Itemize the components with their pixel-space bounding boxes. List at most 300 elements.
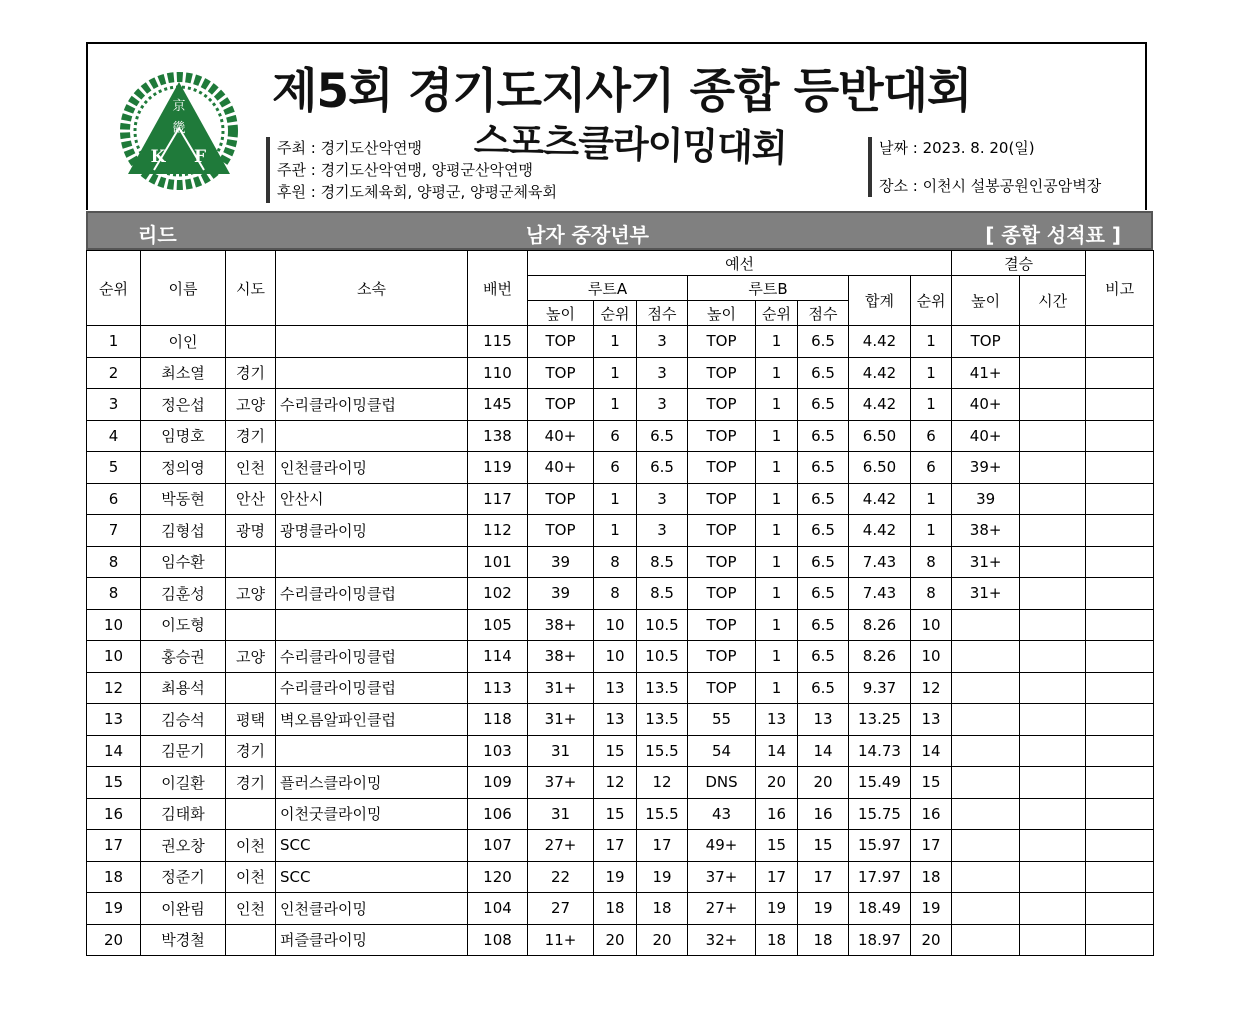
cell-bib: 118: [468, 704, 528, 736]
col-final-time: 시간: [1020, 276, 1086, 326]
cell-region: [226, 546, 276, 578]
cell-a-rank: 20: [594, 924, 637, 956]
cell-total: 8.26: [849, 609, 911, 641]
cell-total: 15.75: [849, 798, 911, 830]
cell-name: 박동현: [141, 483, 226, 515]
cell-region: [226, 609, 276, 641]
category-label: 남자 중장년부: [526, 223, 649, 247]
cell-a-points: 17: [637, 830, 688, 862]
cell-qual-rank: 1: [911, 483, 952, 515]
cell-qual-rank: 13: [911, 704, 952, 736]
cell-a-height: 39: [528, 578, 594, 610]
cell-b-height: TOP: [688, 546, 756, 578]
cell-final-time: [1020, 578, 1086, 610]
cell-b-height: 49+: [688, 830, 756, 862]
cell-final-time: [1020, 672, 1086, 704]
cell-final-time: [1020, 609, 1086, 641]
cell-name: 임명호: [141, 420, 226, 452]
cell-b-points: 6.5: [798, 389, 849, 421]
cell-final-height: [952, 798, 1020, 830]
cell-a-height: TOP: [528, 389, 594, 421]
cell-final-height: [952, 830, 1020, 862]
cell-total: 18.97: [849, 924, 911, 956]
cell-rank: 4: [87, 420, 141, 452]
table-row: [87, 767, 1154, 799]
cell-b-rank: 15: [756, 830, 798, 862]
col-b-rank: 순위: [756, 301, 798, 326]
cell-total: 18.49: [849, 893, 911, 925]
cell-b-height: TOP: [688, 389, 756, 421]
table-row: [87, 861, 1154, 893]
cell-bib: 119: [468, 452, 528, 484]
cell-bib: 138: [468, 420, 528, 452]
cell-a-rank: 8: [594, 546, 637, 578]
cell-rank: 13: [87, 704, 141, 736]
results-body: [87, 326, 1154, 956]
cell-a-points: 18: [637, 893, 688, 925]
cell-total: 15.49: [849, 767, 911, 799]
cell-a-height: 39: [528, 546, 594, 578]
cell-qual-rank: 16: [911, 798, 952, 830]
cell-bib: 120: [468, 861, 528, 893]
cell-region: [226, 672, 276, 704]
cell-a-points: 6.5: [637, 420, 688, 452]
cell-total: 4.42: [849, 326, 911, 358]
cell-final-time: [1020, 704, 1086, 736]
cell-a-rank: 10: [594, 609, 637, 641]
table-row: [87, 893, 1154, 925]
cell-bib: 112: [468, 515, 528, 547]
col-region: 시도: [226, 251, 276, 326]
cell-a-rank: 1: [594, 357, 637, 389]
cell-a-height: 38+: [528, 609, 594, 641]
cell-final-time: [1020, 641, 1086, 673]
cell-b-height: TOP: [688, 483, 756, 515]
cell-name: 최소열: [141, 357, 226, 389]
cell-final-height: 39: [952, 483, 1020, 515]
cell-b-height: TOP: [688, 357, 756, 389]
cell-affiliation: 수리클라이밍클럽: [276, 641, 468, 673]
cell-b-points: 20: [798, 767, 849, 799]
cell-qual-rank: 8: [911, 578, 952, 610]
table-row: [87, 357, 1154, 389]
cell-b-points: 6.5: [798, 483, 849, 515]
cell-b-points: 6.5: [798, 609, 849, 641]
cell-remarks: [1086, 798, 1154, 830]
cell-final-height: 41+: [952, 357, 1020, 389]
cell-remarks: [1086, 735, 1154, 767]
table-row: [87, 798, 1154, 830]
table-row: [87, 704, 1154, 736]
cell-remarks: [1086, 641, 1154, 673]
cell-bib: 115: [468, 326, 528, 358]
cell-b-points: 14: [798, 735, 849, 767]
col-affiliation: 소속: [276, 251, 468, 326]
cell-qual-rank: 1: [911, 357, 952, 389]
table-row: [87, 924, 1154, 956]
cell-qual-rank: 1: [911, 515, 952, 547]
cell-a-height: TOP: [528, 326, 594, 358]
cell-qual-rank: 20: [911, 924, 952, 956]
cell-remarks: [1086, 483, 1154, 515]
cell-region: [226, 326, 276, 358]
cell-remarks: [1086, 326, 1154, 358]
cell-name: 홍승권: [141, 641, 226, 673]
cell-bib: 110: [468, 357, 528, 389]
cell-bib: 106: [468, 798, 528, 830]
cell-remarks: [1086, 389, 1154, 421]
cell-final-time: [1020, 830, 1086, 862]
table-row: [87, 735, 1154, 767]
cell-a-rank: 6: [594, 420, 637, 452]
cell-b-points: 6.5: [798, 515, 849, 547]
cell-b-height: TOP: [688, 672, 756, 704]
cell-final-height: [952, 767, 1020, 799]
cell-bib: 113: [468, 672, 528, 704]
cell-b-rank: 1: [756, 578, 798, 610]
event-header: [86, 42, 1147, 210]
cell-final-time: [1020, 389, 1086, 421]
cell-final-time: [1020, 357, 1086, 389]
cell-remarks: [1086, 609, 1154, 641]
cell-total: 14.73: [849, 735, 911, 767]
col-final-height: 높이: [952, 276, 1020, 326]
cell-b-height: TOP: [688, 420, 756, 452]
cell-bib: 101: [468, 546, 528, 578]
cell-a-rank: 19: [594, 861, 637, 893]
cell-rank: 3: [87, 389, 141, 421]
cell-qual-rank: 12: [911, 672, 952, 704]
cell-bib: 109: [468, 767, 528, 799]
cell-affiliation: 플러스클라이밍: [276, 767, 468, 799]
cell-b-rank: 1: [756, 389, 798, 421]
cell-b-points: 17: [798, 861, 849, 893]
cell-total: 6.50: [849, 452, 911, 484]
cell-bib: 117: [468, 483, 528, 515]
cell-b-points: 13: [798, 704, 849, 736]
cell-affiliation: [276, 546, 468, 578]
cell-bib: 114: [468, 641, 528, 673]
cell-rank: 17: [87, 830, 141, 862]
cell-affiliation: [276, 357, 468, 389]
cell-a-height: 31+: [528, 704, 594, 736]
cell-remarks: [1086, 546, 1154, 578]
cell-affiliation: 벽오름알파인클럽: [276, 704, 468, 736]
cell-region: [226, 924, 276, 956]
cell-a-height: 38+: [528, 641, 594, 673]
cell-name: 이도형: [141, 609, 226, 641]
cell-bib: 104: [468, 893, 528, 925]
cell-qual-rank: 6: [911, 452, 952, 484]
cell-affiliation: [276, 735, 468, 767]
cell-affiliation: 이천굿클라이밍: [276, 798, 468, 830]
cell-affiliation: 퍼즐클라이밍: [276, 924, 468, 956]
cell-a-points: 19: [637, 861, 688, 893]
col-qual-rank: 순위: [911, 276, 952, 326]
cell-a-rank: 15: [594, 735, 637, 767]
cell-a-rank: 1: [594, 515, 637, 547]
cell-final-time: [1020, 893, 1086, 925]
cell-b-height: TOP: [688, 609, 756, 641]
results-table: [86, 250, 1154, 956]
cell-b-points: 18: [798, 924, 849, 956]
cell-final-time: [1020, 924, 1086, 956]
cell-a-height: 31+: [528, 672, 594, 704]
federation-logo: [118, 70, 240, 192]
cell-total: 4.42: [849, 357, 911, 389]
cell-b-rank: 1: [756, 515, 798, 547]
cell-total: 8.26: [849, 641, 911, 673]
cell-name: 이길환: [141, 767, 226, 799]
cell-region: 고양: [226, 578, 276, 610]
table-row: [87, 672, 1154, 704]
host-line: 주관 : 경기도산악연맹, 양평군산악연맹: [277, 161, 533, 179]
date-line: 날짜 : 2023. 8. 20(일): [879, 139, 1035, 157]
cell-qual-rank: 1: [911, 389, 952, 421]
cell-b-height: TOP: [688, 326, 756, 358]
cell-remarks: [1086, 578, 1154, 610]
cell-b-points: 6.5: [798, 578, 849, 610]
table-row: [87, 389, 1154, 421]
cell-b-height: 32+: [688, 924, 756, 956]
cell-affiliation: [276, 326, 468, 358]
cell-a-points: 13.5: [637, 704, 688, 736]
cell-a-height: 27: [528, 893, 594, 925]
cell-b-height: 54: [688, 735, 756, 767]
cell-bib: 107: [468, 830, 528, 862]
cell-name: 정준기: [141, 861, 226, 893]
event-info-block: [868, 137, 1101, 197]
cell-a-points: 10.5: [637, 609, 688, 641]
col-route-a: 루트A: [528, 276, 688, 301]
cell-a-rank: 15: [594, 798, 637, 830]
col-route-b: 루트B: [688, 276, 849, 301]
results-header: [87, 251, 1154, 326]
sponsor-line: 후원 : 경기도체육회, 양평군, 양평군체육회: [277, 183, 557, 201]
cell-a-height: 22: [528, 861, 594, 893]
cell-region: [226, 798, 276, 830]
cell-final-time: [1020, 420, 1086, 452]
cell-a-points: 8.5: [637, 578, 688, 610]
cell-region: 인천: [226, 452, 276, 484]
cell-a-points: 12: [637, 767, 688, 799]
cell-bib: 105: [468, 609, 528, 641]
cell-name: 김형섭: [141, 515, 226, 547]
table-row: [87, 515, 1154, 547]
cell-a-points: 3: [637, 389, 688, 421]
cell-remarks: [1086, 420, 1154, 452]
table-row: [87, 830, 1154, 862]
cell-final-height: [952, 924, 1020, 956]
cell-b-points: 15: [798, 830, 849, 862]
cell-b-height: TOP: [688, 578, 756, 610]
cell-final-height: 39+: [952, 452, 1020, 484]
cell-remarks: [1086, 357, 1154, 389]
cell-name: 임수환: [141, 546, 226, 578]
cell-affiliation: SCC: [276, 830, 468, 862]
cell-bib: 145: [468, 389, 528, 421]
table-row: [87, 641, 1154, 673]
cell-remarks: [1086, 767, 1154, 799]
cell-rank: 1: [87, 326, 141, 358]
cell-a-rank: 18: [594, 893, 637, 925]
cell-qual-rank: 15: [911, 767, 952, 799]
col-rank: 순위: [87, 251, 141, 326]
cell-b-rank: 1: [756, 452, 798, 484]
cell-b-rank: 1: [756, 483, 798, 515]
cell-name: 김태화: [141, 798, 226, 830]
organizer-line: 주최 : 경기도산악연맹: [277, 139, 423, 157]
cell-a-points: 8.5: [637, 546, 688, 578]
cell-final-height: [952, 704, 1020, 736]
cell-a-points: 6.5: [637, 452, 688, 484]
cell-rank: 6: [87, 483, 141, 515]
cell-b-rank: 1: [756, 546, 798, 578]
col-final: 결승: [952, 251, 1086, 276]
cell-final-time: [1020, 452, 1086, 484]
cell-total: 7.43: [849, 578, 911, 610]
cell-total: 7.43: [849, 546, 911, 578]
cell-bib: 102: [468, 578, 528, 610]
cell-b-rank: 17: [756, 861, 798, 893]
logo-letter-f: F: [193, 147, 207, 167]
cell-final-height: 31+: [952, 578, 1020, 610]
cell-name: 박경철: [141, 924, 226, 956]
cell-affiliation: 안산시: [276, 483, 468, 515]
cell-final-time: [1020, 767, 1086, 799]
cell-b-rank: 16: [756, 798, 798, 830]
cell-b-rank: 1: [756, 420, 798, 452]
cell-qual-rank: 10: [911, 641, 952, 673]
cell-affiliation: 수리클라이밍클럽: [276, 578, 468, 610]
cell-final-height: [952, 861, 1020, 893]
cell-name: 정의영: [141, 452, 226, 484]
cell-a-rank: 1: [594, 326, 637, 358]
cell-final-time: [1020, 861, 1086, 893]
cell-b-points: 6.5: [798, 546, 849, 578]
cell-region: 인천: [226, 893, 276, 925]
cell-final-time: [1020, 798, 1086, 830]
cell-affiliation: 수리클라이밍클럽: [276, 389, 468, 421]
table-row: [87, 452, 1154, 484]
logo-mid-char: 畿: [172, 121, 186, 136]
cell-total: 4.42: [849, 389, 911, 421]
cell-a-points: 3: [637, 357, 688, 389]
cell-a-height: 37+: [528, 767, 594, 799]
cell-b-points: 6.5: [798, 641, 849, 673]
cell-b-points: 6.5: [798, 672, 849, 704]
cell-a-rank: 1: [594, 389, 637, 421]
cell-b-points: 16: [798, 798, 849, 830]
cell-final-height: [952, 609, 1020, 641]
col-a-rank: 순위: [594, 301, 637, 326]
cell-b-height: 43: [688, 798, 756, 830]
cell-affiliation: 인천클라이밍: [276, 452, 468, 484]
cell-total: 13.25: [849, 704, 911, 736]
cell-total: 17.97: [849, 861, 911, 893]
cell-rank: 2: [87, 357, 141, 389]
event-title: 제5회 경기도지사기 종합 등반대회: [272, 64, 972, 119]
cell-b-rank: 20: [756, 767, 798, 799]
cell-b-height: TOP: [688, 452, 756, 484]
cell-remarks: [1086, 515, 1154, 547]
cell-rank: 8: [87, 546, 141, 578]
cell-name: 이완림: [141, 893, 226, 925]
cell-b-height: DNS: [688, 767, 756, 799]
cell-remarks: [1086, 893, 1154, 925]
cell-b-height: TOP: [688, 641, 756, 673]
cell-rank: 20: [87, 924, 141, 956]
cell-qual-rank: 14: [911, 735, 952, 767]
cell-bib: 103: [468, 735, 528, 767]
cell-affiliation: 광명클라이밍: [276, 515, 468, 547]
cell-a-rank: 12: [594, 767, 637, 799]
category-band: [86, 211, 1153, 250]
cell-b-rank: 1: [756, 357, 798, 389]
event-subtitle: 스포츠클라이밍대회: [473, 118, 788, 171]
cell-rank: 10: [87, 641, 141, 673]
cell-a-height: 11+: [528, 924, 594, 956]
cell-qual-rank: 19: [911, 893, 952, 925]
table-row: [87, 546, 1154, 578]
cell-region: 이천: [226, 861, 276, 893]
cell-final-height: 40+: [952, 389, 1020, 421]
cell-b-rank: 1: [756, 326, 798, 358]
cell-a-height: 31: [528, 735, 594, 767]
cell-final-height: 31+: [952, 546, 1020, 578]
cell-a-height: TOP: [528, 515, 594, 547]
cell-affiliation: [276, 420, 468, 452]
cell-rank: 19: [87, 893, 141, 925]
col-qualification: 예선: [528, 251, 952, 276]
cell-total: 6.50: [849, 420, 911, 452]
cell-region: 광명: [226, 515, 276, 547]
cell-region: 경기: [226, 420, 276, 452]
organizer-block: [266, 137, 557, 203]
cell-affiliation: SCC: [276, 861, 468, 893]
cell-a-points: 10.5: [637, 641, 688, 673]
cell-total: 4.42: [849, 515, 911, 547]
cell-a-points: 15.5: [637, 798, 688, 830]
cell-b-points: 6.5: [798, 420, 849, 452]
cell-qual-rank: 8: [911, 546, 952, 578]
cell-b-height: TOP: [688, 515, 756, 547]
cell-a-height: TOP: [528, 357, 594, 389]
cell-final-height: [952, 672, 1020, 704]
cell-b-height: 27+: [688, 893, 756, 925]
cell-a-rank: 1: [594, 483, 637, 515]
cell-rank: 8: [87, 578, 141, 610]
cell-b-points: 19: [798, 893, 849, 925]
cell-total: 9.37: [849, 672, 911, 704]
cell-rank: 12: [87, 672, 141, 704]
cell-final-height: [952, 735, 1020, 767]
col-total: 합계: [849, 276, 911, 326]
cell-a-rank: 13: [594, 672, 637, 704]
cell-region: 경기: [226, 735, 276, 767]
cell-a-height: TOP: [528, 483, 594, 515]
cell-final-height: 38+: [952, 515, 1020, 547]
cell-final-time: [1020, 735, 1086, 767]
cell-final-height: [952, 641, 1020, 673]
cell-b-height: 37+: [688, 861, 756, 893]
cell-remarks: [1086, 924, 1154, 956]
cell-a-points: 13.5: [637, 672, 688, 704]
cell-region: 고양: [226, 389, 276, 421]
cell-b-rank: 14: [756, 735, 798, 767]
cell-a-points: 15.5: [637, 735, 688, 767]
cell-qual-rank: 10: [911, 609, 952, 641]
